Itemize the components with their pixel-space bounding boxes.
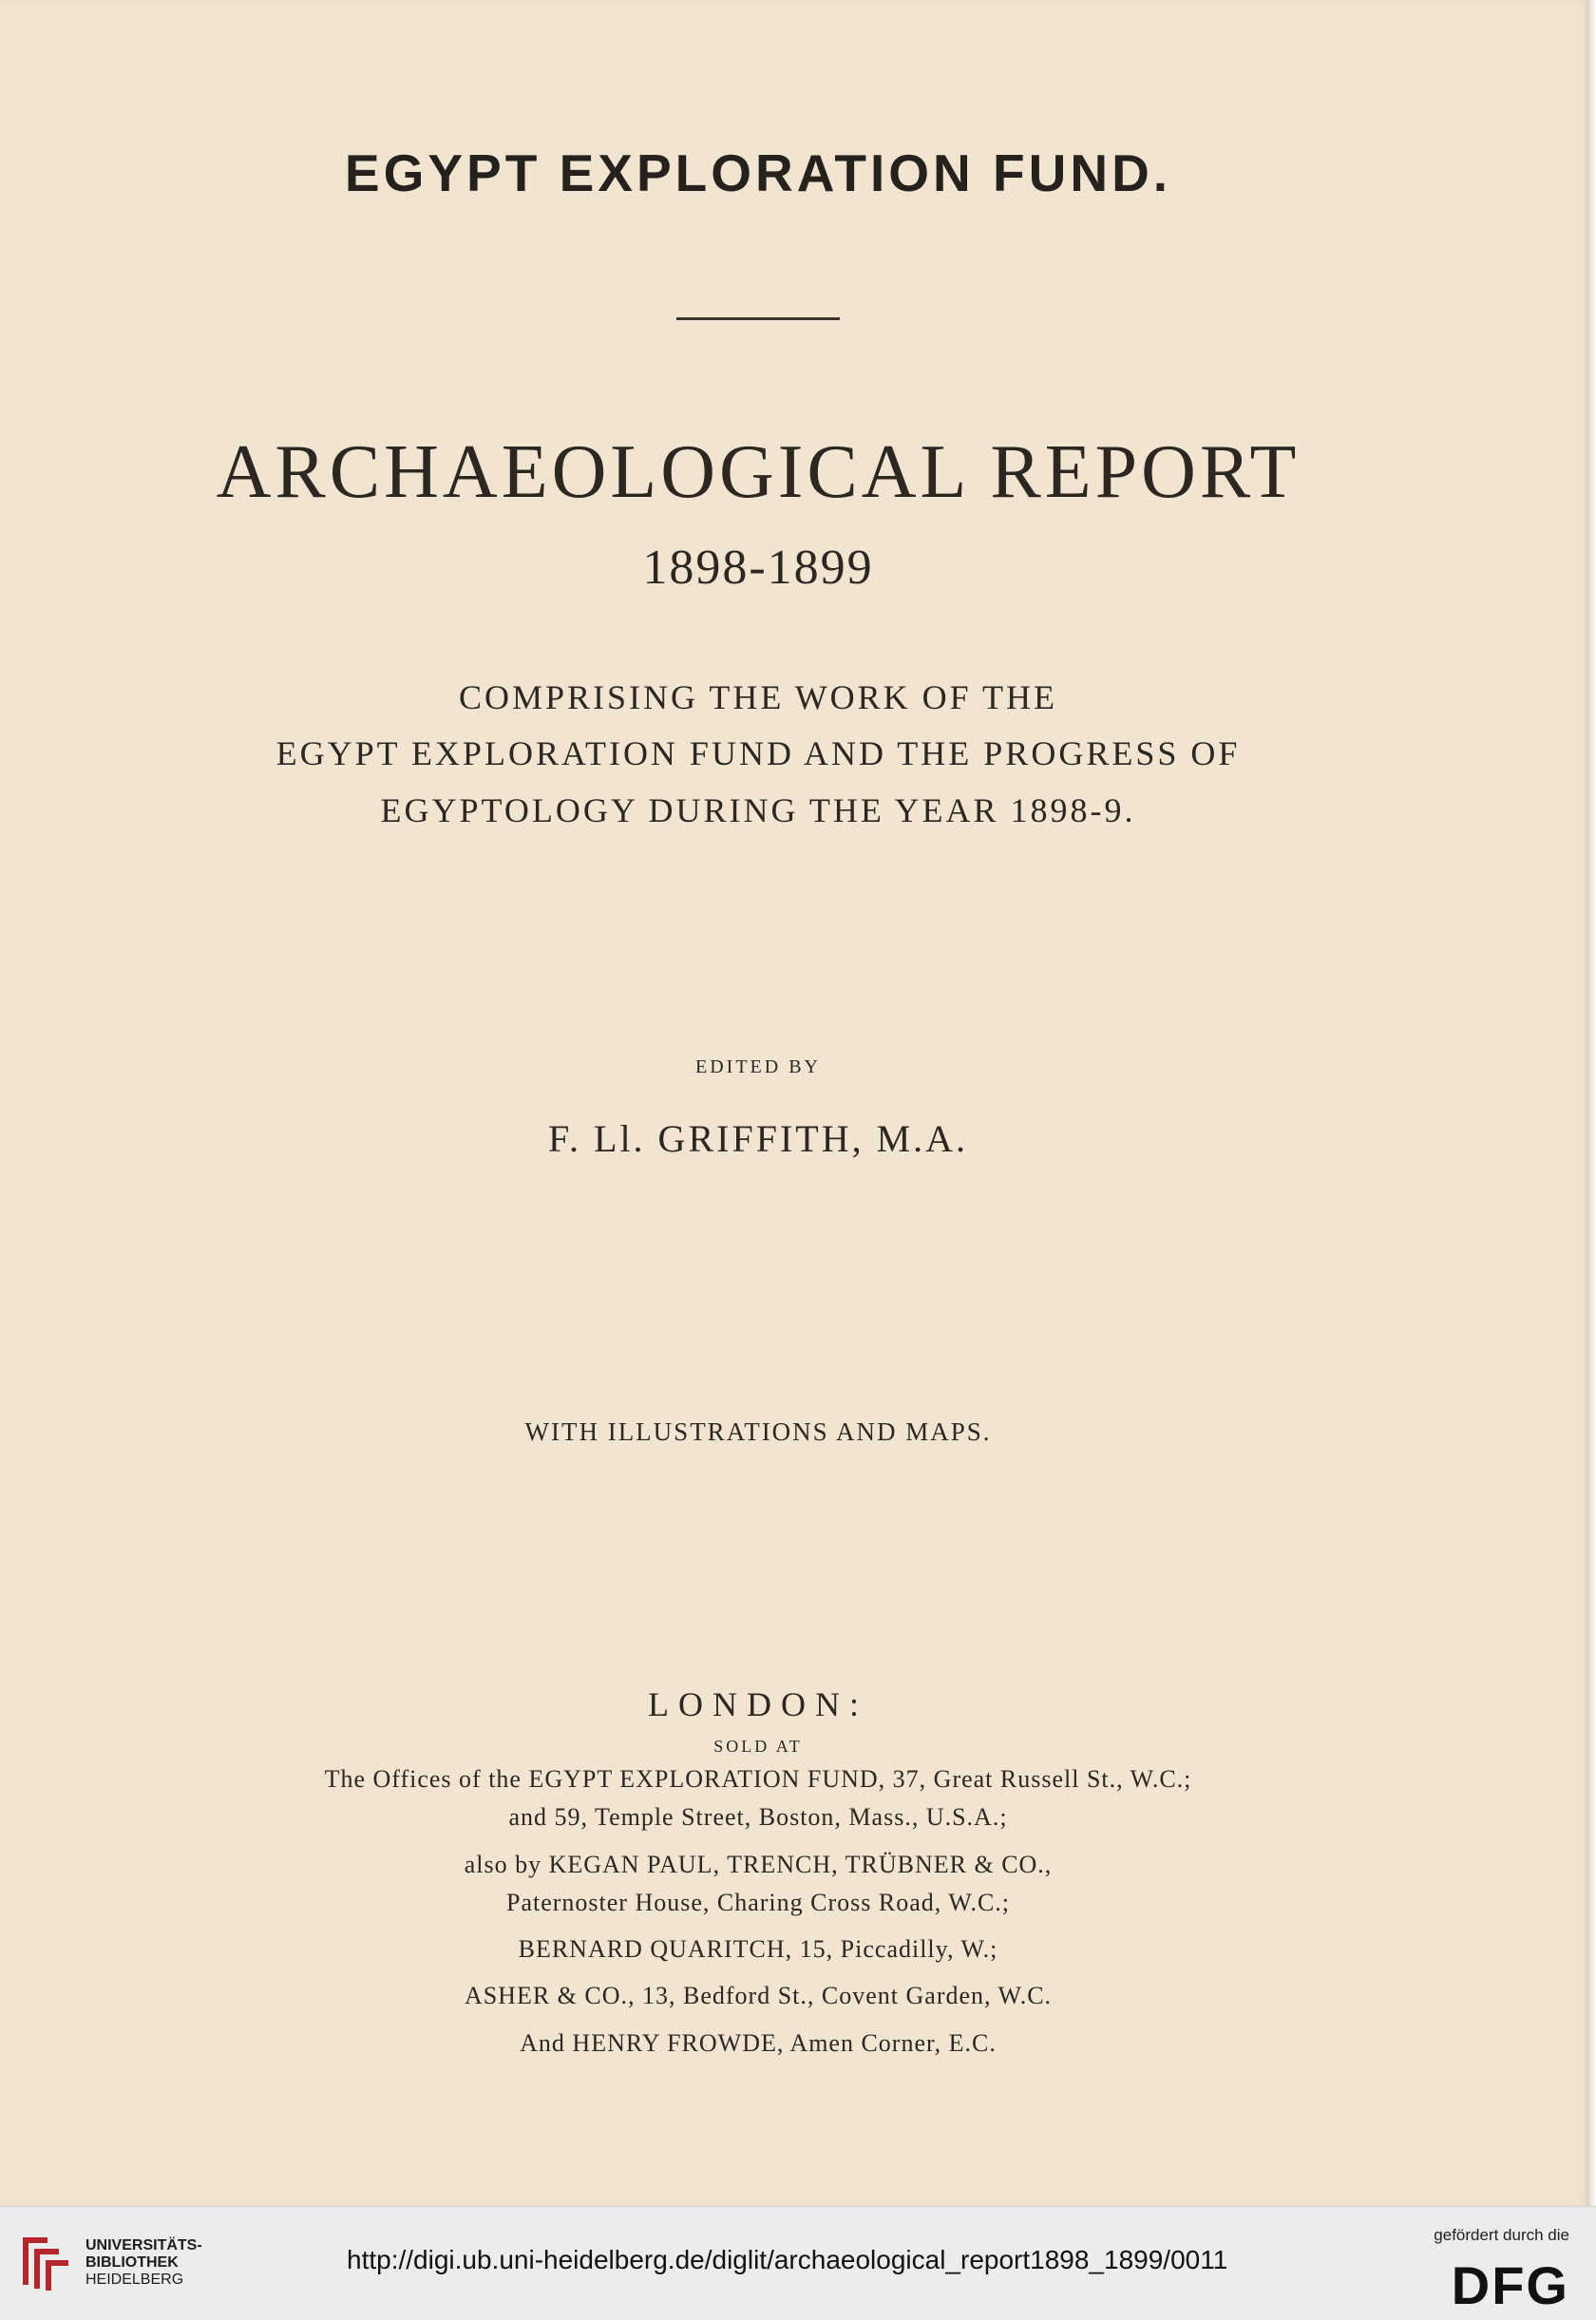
illustrations-note: WITH ILLUSTRATIONS AND MAPS. xyxy=(524,1417,992,1446)
imprint-line: BERNARD QUARITCH, 15, Piccadilly, W.; xyxy=(518,1935,998,1963)
imprint-city: LONDON: xyxy=(648,1685,868,1723)
library-name-line-1: UNIVERSITÄTS- xyxy=(86,2237,202,2253)
fund-title: EGYPT EXPLORATION FUND. xyxy=(344,143,1172,202)
imprint-line: also by KEGAN PAUL, TRENCH, TRÜBNER & CO., xyxy=(464,1851,1053,1878)
edited-by-label: EDITED BY xyxy=(695,1056,821,1077)
page-edge xyxy=(1586,0,1596,2206)
editor-name: F. Ll. GRIFFITH, M.A. xyxy=(547,1117,969,1160)
funded-by-label: gefördert durch die xyxy=(1434,2226,1569,2244)
dfg-logo: DFG xyxy=(1451,2255,1569,2315)
report-title: ARCHAEOLOGICAL REPORT xyxy=(216,430,1301,514)
report-years: 1898-1899 xyxy=(642,541,874,595)
permalink-url[interactable]: http://digi.ub.uni-heidelberg.de/diglit/archaeological_report1898_1899/0011 xyxy=(347,2245,1228,2274)
viewer-footer xyxy=(0,2206,1596,2320)
imprint-line: Paternoster House, Charing Cross Road, W.C.; xyxy=(505,1889,1011,1916)
title-divider xyxy=(676,317,840,320)
imprint-line: And HENRY FROWDE, Amen Corner, E.C. xyxy=(520,2029,997,2057)
subtitle-line-3: EGYPTOLOGY DURING THE YEAR 1898-9. xyxy=(380,791,1136,829)
library-city: HEIDELBERG xyxy=(86,2272,184,2288)
library-name-line-2: BIBLIOTHEK xyxy=(86,2254,179,2271)
imprint-line: The Offices of the EGYPT EXPLORATION FUND, 37, Great Russell St., W.C.; xyxy=(324,1765,1192,1793)
imprint-line: ASHER & CO., 13, Bedford St., Covent Garden, W.C. xyxy=(464,1982,1053,2009)
subtitle-line-2: EGYPT EXPLORATION FUND AND THE PROGRESS OF xyxy=(276,734,1241,772)
library-logo-icon xyxy=(15,2230,74,2292)
sold-at-label: SOLD AT xyxy=(713,1737,803,1756)
subtitle-line-1: COMPRISING THE WORK OF THE xyxy=(458,678,1058,716)
imprint-line: and 59, Temple Street, Boston, Mass., U.S.A.; xyxy=(508,1803,1008,1831)
library-name xyxy=(86,2237,202,2289)
